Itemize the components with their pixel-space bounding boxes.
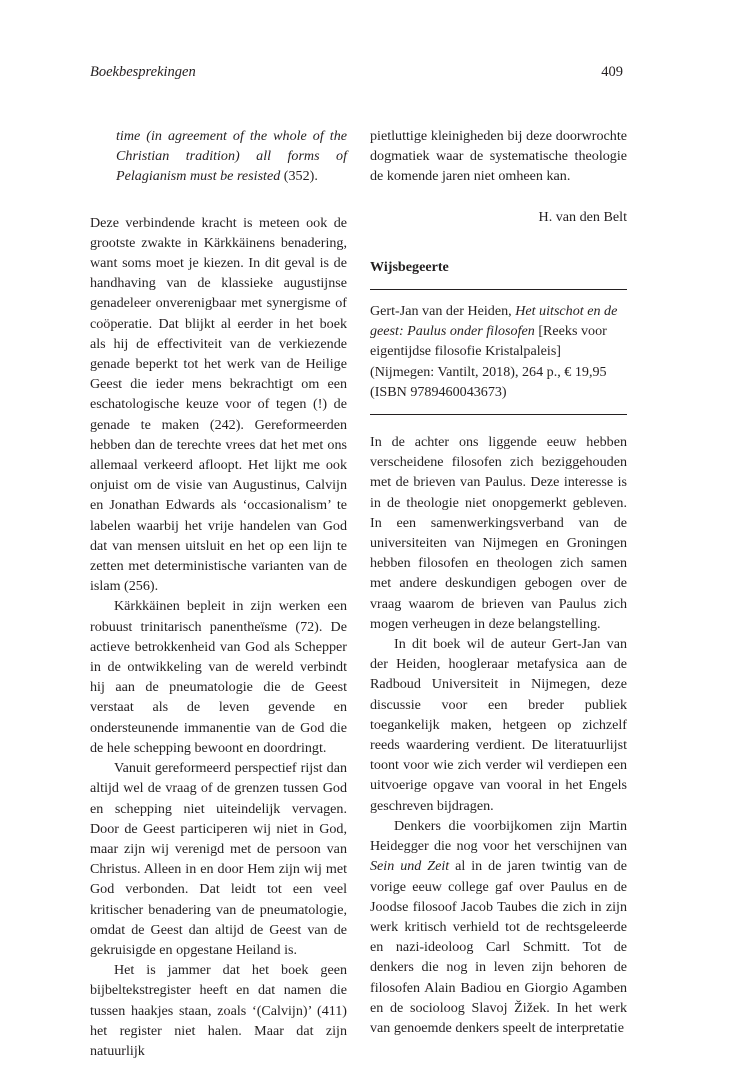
paragraph: Het is jammer dat het boek geen bijbeltekstregister heeft en dat namen die tussen haakjes staan, zoals ‘(Calvijn)’ (411) het register niet halen. Maar dat zijn natuurlijk [90,962,347,1059]
work-title: Sein und Zeit [370,858,450,875]
reviewer-signature: H. van den Belt [538,208,627,225]
divider-bottom [370,414,627,415]
quote-text: time (in agreement of the whole of the Christian tradition) all forms of Pelagianism must be resisted [116,128,347,185]
book-reference [370,301,627,402]
book-author: Gert-Jan van der Heiden, [370,303,516,320]
paragraph: In de achter ons liggende eeuw hebben verscheidene filosofen zich beziggehouden met de brieven van Paulus. Deze interesse is in de theologie niet onopgemerkt gebleven. In een samenwerkingsverband van de universiteiten van Nijmegen en Groningen hebben filosofen en theologen zich samen met andere deskundigen gebogen over de vraag waarom de brieven van Paulus zich mogen verheugen in deze belangstelling. [370,434,627,632]
block-quote [116,126,347,187]
paragraph: Deze verbindende kracht is meteen ook de grootste zwakte in Kärkkäinens benadering, want soms moet je kiezen. In dit geval is de handhaving van de klassieke augustijnse genadeleer onverenigbaar met synergisme of coöperatie. Dat blijkt al eerder in het boek als hij de effectiviteit van de verkiezende genade beperkt tot het werk van de Heilige Geest die ieder mens bekrachtigt om een eschatologische keuze voor of tegen (!) de genade te maken (242). Gereformeerden hebben dan de terechte vrees dat het met ons allemaal verkeerd afloopt. Het lijkt me ook onjuist om de visie van Augustinus, Calvijn en Jonathan Edwards als ‘occasionalism’ te labelen waarbij het vrije handelen van God dat van mensen uitsluit en het op een lijn te zetten met deterministische varianten van de islam (256). [90,214,347,595]
book-details: [Reeks voor eigentijdse filosofie Kristalpaleis] (Nijmegen: Vantilt, 2018), 264 p., € 19,95 (ISBN 9789460043673) [370,323,607,400]
paragraph: Kärkkäinen bepleit in zijn werken een robuust trinitarisch panentheïsme (72). De actieve betrokkenheid van God als Schepper in de ontwikkeling van de wereld verbindt hij aan de pneumatologie die de Geest verstaat als de leven gevende en ondersteunende immanentie van de God die de hele schepping bewoont en doordringt. [90,598,347,756]
paragraph-text: Denkers die voorbijkomen zijn Martin Heidegger die nog voor het verschijnen van [370,817,627,855]
paragraph: In dit boek wil de auteur Gert-Jan van der Heiden, hoogleraar metafysica aan de Radboud Universiteit in Nijmegen, deze discussie voor een breder publiek toegankelijk maken, hetgeen op zichzelf reeds waardering verdient. De literatuurlijst toont voor wie zich verder wil verdiepen een uitvoerige opgave van vooral in het Engels geschreven bijdragen. [370,636,627,814]
left-column [90,126,347,1061]
paragraph [370,816,627,1038]
divider-top [370,289,627,290]
book-title: Het uitschot en de geest: Paulus onder filosofen [370,303,618,340]
running-header: Boekbesprekingen [90,64,196,80]
paragraph-text: al in de jaren twintig van de vorige eeuw college gaf over Paulus en de Joodse filosoof Jacob Taubes die zich in zijn werk kritisch verhield tot de rechtsgeleerde en nazi-ideoloog Carl Schmitt. Tot de denkers die nog in leven zijn behoren de filosofen Alain Badiou en Giorgio Agamben en de socioloog Slavoj Žižek. In het werk van genoemde denkers speelt de interpretatie [370,858,627,1036]
quote-reference: (352). [280,168,318,185]
paragraph-continuation: pietluttige kleinigheden bij deze doorwrochte dogmatiek waar de systematische theologie de komende jaren niet omheen kan. [370,128,627,185]
section-title: Wijsbegeerte [370,258,449,275]
paragraph: Vanuit gereformeerd perspectief rijst dan altijd wel de vraag of de grenzen tussen God en schepping niet uiteindelijk vervagen. Door de Geest participeren wij niet in God, maar zijn wij verenigd met de persoon van Christus. Alleen in en door Hem zijn wij met God verbonden. Dat leidt tot een veel kritischer benadering van de pneumatologie, omdat de Geest dan altijd de Geest van de gekruisigde en opgestane Heiland is. [90,760,347,958]
page-number: 409 [601,64,623,80]
right-column [370,126,627,1038]
